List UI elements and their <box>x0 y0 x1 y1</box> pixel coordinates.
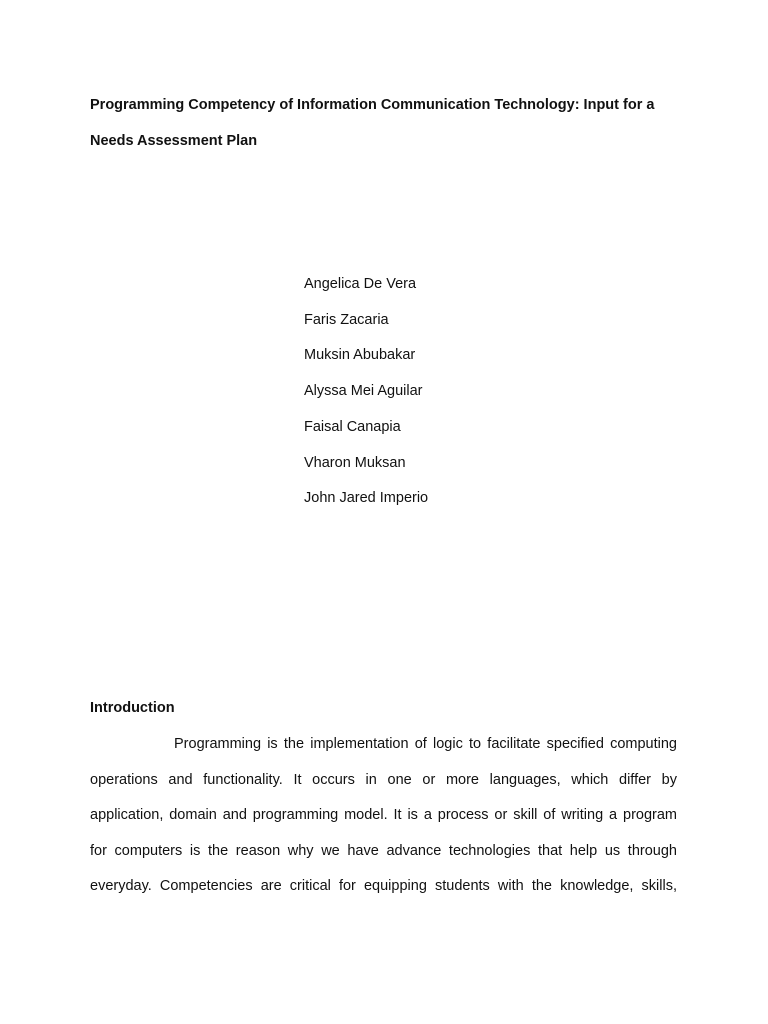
author-name: Faris Zacaria <box>304 311 389 328</box>
paragraph-line: operations and functionality. It occurs in one or more languages, which differ by <box>90 771 677 788</box>
author-name: Vharon Muksan <box>304 454 406 471</box>
paragraph-line: Programming is the implementation of logic to facilitate specified computing <box>174 736 677 752</box>
author-name: Muksin Abubakar <box>304 347 416 364</box>
title-line-2: Needs Assessment Plan <box>90 132 258 149</box>
introduction-paragraph <box>90 727 677 905</box>
paragraph-line: for computers is the reason why we have advance technologies that help us through <box>90 842 677 859</box>
title-line-1: Programming Competency of Information Communication Technology: Input for a <box>90 97 655 113</box>
author-name: Angelica De Vera <box>304 276 417 292</box>
author-name: Faisal Canapia <box>304 418 401 435</box>
author-name: John Jared Imperio <box>304 490 429 507</box>
paragraph-line: application, domain and programming model. It is a process or skill of writing a program <box>90 807 677 823</box>
author-name: Alyssa Mei Aguilar <box>304 383 423 400</box>
introduction-heading: Introduction <box>90 700 175 716</box>
paragraph-line: everyday. Competencies are critical for equipping students with the knowledge, skills, <box>90 878 677 894</box>
document-title <box>90 88 680 159</box>
author-list <box>304 267 428 517</box>
